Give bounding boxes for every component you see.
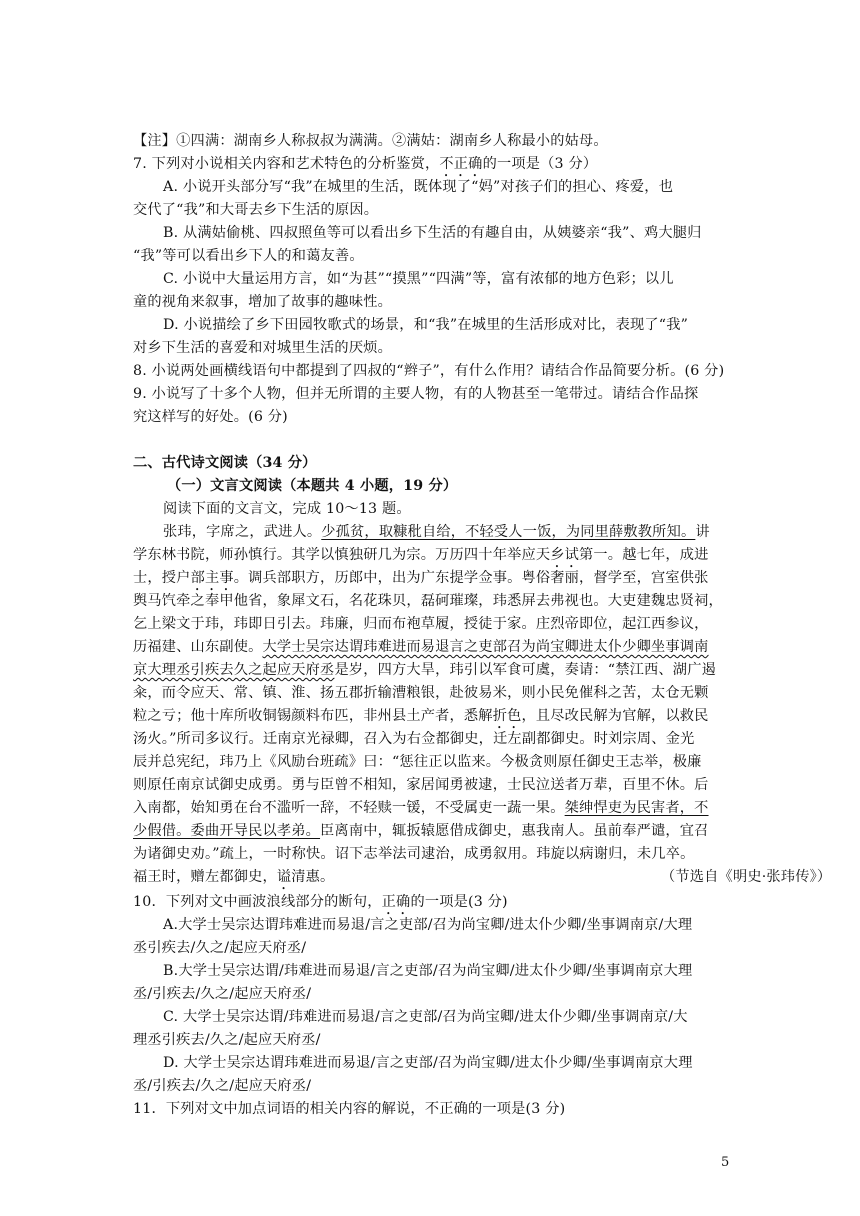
underlined-sentence-2: 桀绅悍吏为民害者，不: [564, 800, 709, 816]
underlined-sentence-1: 少孤贫，取糠秕自给，不轻受人一饭，为同里薛敷教所知。: [321, 524, 696, 540]
q7-option-d: D. 小说描绘了乡下田园牧歌式的场景，和“我”在城里的生活形成对比，表现了“我”: [163, 317, 689, 333]
passage-line-10: 汤火。”所司多议行。迁南京光禄卿，召入为右佥都御史，迁左副都御史。时刘宗周、金光: [133, 731, 695, 747]
passage-text: 士，授户: [133, 570, 191, 586]
q7-stem-emphasis: 不正确: [439, 156, 483, 172]
dotted-word-zhushi: 部主事: [190, 570, 234, 586]
passage-text: ，且尽改民解为官解，以救民: [521, 708, 709, 724]
dotted-word-shi: 谥: [276, 869, 292, 885]
q10-option-c-cont: 理丞引疾去/久之/起应天府丞/: [133, 1032, 321, 1048]
q10-option-c: C. 大学士吴宗达谓/玮难进而易退/言之吏部/召为尚宝卿/进太仆少卿/坐事调南京/大: [163, 1009, 688, 1025]
passage-text: 。调兵部职方，历郎中，出为广东提学佥事。粤俗奢丽，督学至，宫室供张: [233, 570, 709, 586]
q7-option-b-cont: “我”等可以看出乡下人的和蔼友善。: [133, 248, 364, 264]
q7-stem-pre: 7. 下列对小说相关内容和艺术特色的分析鉴赏，: [133, 156, 440, 172]
passage-text: 讲: [695, 524, 710, 540]
q10-option-d: D. 大学士吴宗达谓玮难进而易退/言之吏部/召为尚宝卿/进太仆少卿/坐事调南京大理: [163, 1055, 693, 1071]
reading-instruction: 阅读下面的文言文，完成 10～13 题。: [163, 501, 411, 517]
passage-text: 臣离南中，辄扳辕愿借成御史，惠我南人。虽前奉严谴，宜召: [320, 823, 709, 839]
q10-option-a: A.大学士吴宗达谓玮难进而易退/言之吏部/召为尚宝卿/进太仆少卿/坐事调南京/大理: [163, 917, 693, 933]
q10-option-b-cont: 丞/引疾去/久之/起应天府丞/: [133, 986, 312, 1002]
q7-option-c: C. 小说中大量运用方言，如“为甚”“摸黑”“四满”等，富有浓郁的地方色彩；以儿: [163, 271, 674, 287]
q10-stem-pre: 10．下列对文中画波浪线部分的断句，: [133, 894, 382, 910]
passage-source: （节选自《明史·张玮传》）: [661, 869, 832, 885]
passage-text: 历福建、山东副使。: [133, 639, 263, 655]
page-number: 5: [721, 1155, 730, 1170]
passage-line-14: [133, 820, 733, 842]
footnote: [133, 130, 733, 152]
passage-text: 入南都，始知勇在台不滥听一辞，不轻赎一锾，不受属吏一蔬一果。: [133, 800, 565, 816]
q7-option-d-cont: 对乡下生活的喜爱和对城里生活的厌烦。: [133, 340, 392, 356]
passage-line-1: [163, 521, 763, 543]
passage-line-13: [133, 797, 733, 819]
dotted-word-xiangshi: 乡试: [550, 547, 580, 563]
passage-line-5: 乞上梁文于玮，玮即日引去。玮廉，归而布袍草履，授徒于家。庄烈帝即位，起江西参议，: [133, 616, 709, 632]
dotted-word-zhese: 折色: [492, 708, 522, 724]
wavy-underlined-text: 大学士吴宗达谓玮难进而易退言之吏部召为尚宝卿进太仆少卿坐事调南: [262, 639, 709, 655]
q10-option-d-cont: 丞/引疾去/久之/起应天府丞/: [133, 1078, 312, 1094]
q10-stem-post: 的一项是(3 分): [410, 894, 508, 910]
passage-line-4: 舆马饩牵之奉甲他省，象犀文石，名花珠贝，磊砢璀璨，玮悉屏去弗视也。大吏建魏忠贤祠，: [133, 593, 723, 609]
q10-option-b: B.大学士吴宗达谓/玮难进而易退/言之吏部/召为尚宝卿/进太仆少卿/坐事调南京大理: [163, 963, 693, 979]
passage-line-11: 辰并总宪纪，玮乃上《风励台班疏》曰：“惩往正以监来。今极贪则原任御史王志举，极廉: [133, 754, 702, 770]
passage-text: 是岁，四方大旱，玮引以军食可虞，奏请：“禁江西、湖广遏: [334, 662, 716, 678]
wavy-underlined-text: 京大理丞引疾去久之起应天府丞: [133, 662, 335, 678]
passage-text: 福王时，赠左都御史，: [133, 869, 277, 885]
q10-option-a-cont: 丞引疾去/久之/起应天府丞/: [133, 940, 307, 956]
passage-line-16: [133, 866, 832, 893]
passage-line-7: [133, 659, 733, 681]
passage-text: 粒之亏；他十库所收铜锡颜料布匹，非州县土产者，悉解: [133, 708, 493, 724]
question-8: 8. 小说两处画横线语句中都提到了四叔的“辫子”，有什么作用？请结合作品简要分析。(6 分): [133, 363, 725, 379]
subsection-heading: （一）文言文阅读（本题共 4 小题，19 分）: [167, 478, 458, 494]
section-2-heading: 二、古代诗文阅读（34 分）: [133, 455, 317, 471]
question-9: 9. 小说写了十多个人物，但并无所谓的主要人物，有的人物甚至一笔带过。请结合作品探: [133, 386, 699, 402]
q7-option-a-cont: 交代了“我”和大哥去乡下生活的原因。: [133, 202, 379, 218]
passage-text: 第一。越七年，成进: [579, 547, 709, 563]
passage-text: 学东林书院，师孙慎行。其学以慎独研几为宗。万历四十年举应天: [133, 547, 551, 563]
passage-text: 张玮，字席之，武进人。: [163, 524, 322, 540]
q7-option-a: A. 小说开头部分写“我”在城里的生活，既体现了“妈”对孩子们的担心、疼爱，也: [163, 179, 674, 195]
q7-option-b: B. 从满姑偷桃、四叔照鱼等可以看出乡下生活的有趣自由，从姨婆亲“我”、鸡大腿归: [163, 225, 702, 241]
question-11: 11．下列对文中加点词语的相关内容的解说，不正确的一项是(3 分): [133, 1101, 566, 1117]
question-9-cont: 究这样写的好处。(6 分): [133, 409, 288, 425]
q7-stem-post: 的一项是（3 分）: [482, 156, 598, 172]
footnote-text: 【注】①四满：湖南乡人称叔叔为满满。②满姑：湖南乡人称最小的姑母。: [133, 133, 608, 149]
passage-line-15: 为诸御史劝。”疏上，一时称快。诏下志举法司逮治，成勇叙用。玮旋以病谢归，未几卒。: [133, 846, 695, 862]
passage-line-6: [133, 636, 733, 658]
passage-line-12: 则原任南京试御史成勇。勇与臣曾不相知，家居闻勇被逮，士民泣送者万辈，百里不休。后: [133, 777, 709, 793]
passage-text: 清惠。: [291, 869, 335, 885]
underlined-sentence-2-cont: 少假借。委曲开导民以孝弟。: [133, 823, 321, 839]
q7-option-c-cont: 童的视角来叙事，增加了故事的趣味性。: [133, 294, 392, 310]
passage-line-8: 籴，而令应天、常、镇、淮、扬五郡折输漕粮银，赴彼易米，则小民免催科之苦，太仓无颗: [133, 685, 709, 701]
q10-stem-emphasis: 正确: [381, 894, 411, 910]
